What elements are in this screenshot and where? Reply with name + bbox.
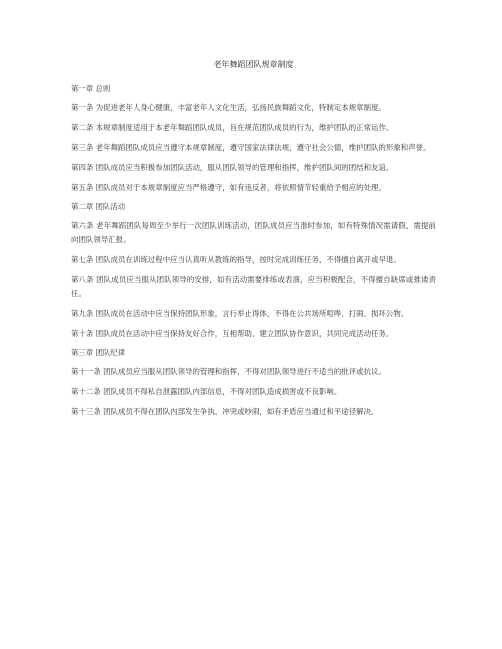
article-paragraph: 第三条 老年舞蹈团队成员应当遵守本规章制度，遵守国家法律法规，遵守社会公德，维护团队的形象和声誉。	[71, 143, 431, 152]
article-paragraph: 第九条 团队成员在活动中应当保持团队形象，言行举止得体，不得在公共场所喧哗、打闹、损坏公物。	[71, 309, 409, 318]
article-paragraph: 第一条 为促进老年人身心健康，丰富老年人文化生活，弘扬民族舞蹈文化，特制定本规章制度。	[71, 103, 386, 112]
article-paragraph: 第十三条 团队成员不得在团队内部发生争执、冲突或吵闹，如有矛盾应当通过和平途径解决。	[71, 407, 379, 416]
article-paragraph: 第二条 本规章制度适用于本老年舞蹈团队成员，旨在规范团队成员的行为，维护团队的正常运作。	[71, 123, 394, 132]
article-paragraph: 第六条 老年舞蹈团队每周至少举行一次团队训练活动，团队成员应当准时参加，如有特殊情况需请假，需提前向团队领导汇报。	[71, 221, 436, 244]
article-paragraph: 第十条 团队成员在活动中应当保持友好合作，互相帮助，建立团队协作意识，共同完成活动任务。	[71, 329, 394, 338]
chapter-heading: 第二章 团队活动	[71, 202, 126, 211]
article-paragraph: 第五条 团队成员对于本规章制度应当严格遵守，如有违反者，将依照情节轻重给予相应的处理。	[71, 183, 386, 192]
chapter-heading: 第三章 团队纪律	[71, 348, 126, 357]
article-paragraph: 第十一条 团队成员应当服从团队领导的管理和指挥，不得对团队领导进行不适当的批评或抗议。	[71, 367, 386, 376]
article-paragraph: 第八条 团队成员应当服从团队领导的安排，如有活动需要排练或表演，应当积极配合，不得擅自缺席或推诿责任。	[71, 275, 436, 298]
document-title: 老年舞蹈团队规章制度	[213, 60, 294, 69]
chapter-heading: 第一章 总则	[71, 84, 111, 93]
article-paragraph: 第四条 团队成员应当积极参加团队活动，服从团队领导的管理和指挥，维护团队间的团结和友谊。	[71, 163, 394, 172]
article-paragraph: 第十二条 团队成员不得私自泄露团队内部信息，不得对团队造成损害或不良影响。	[71, 387, 342, 396]
article-paragraph: 第七条 团队成员在训练过程中应当认真听从教练的指导，按时完成训练任务，不得擅自离开或早退。	[71, 255, 401, 264]
